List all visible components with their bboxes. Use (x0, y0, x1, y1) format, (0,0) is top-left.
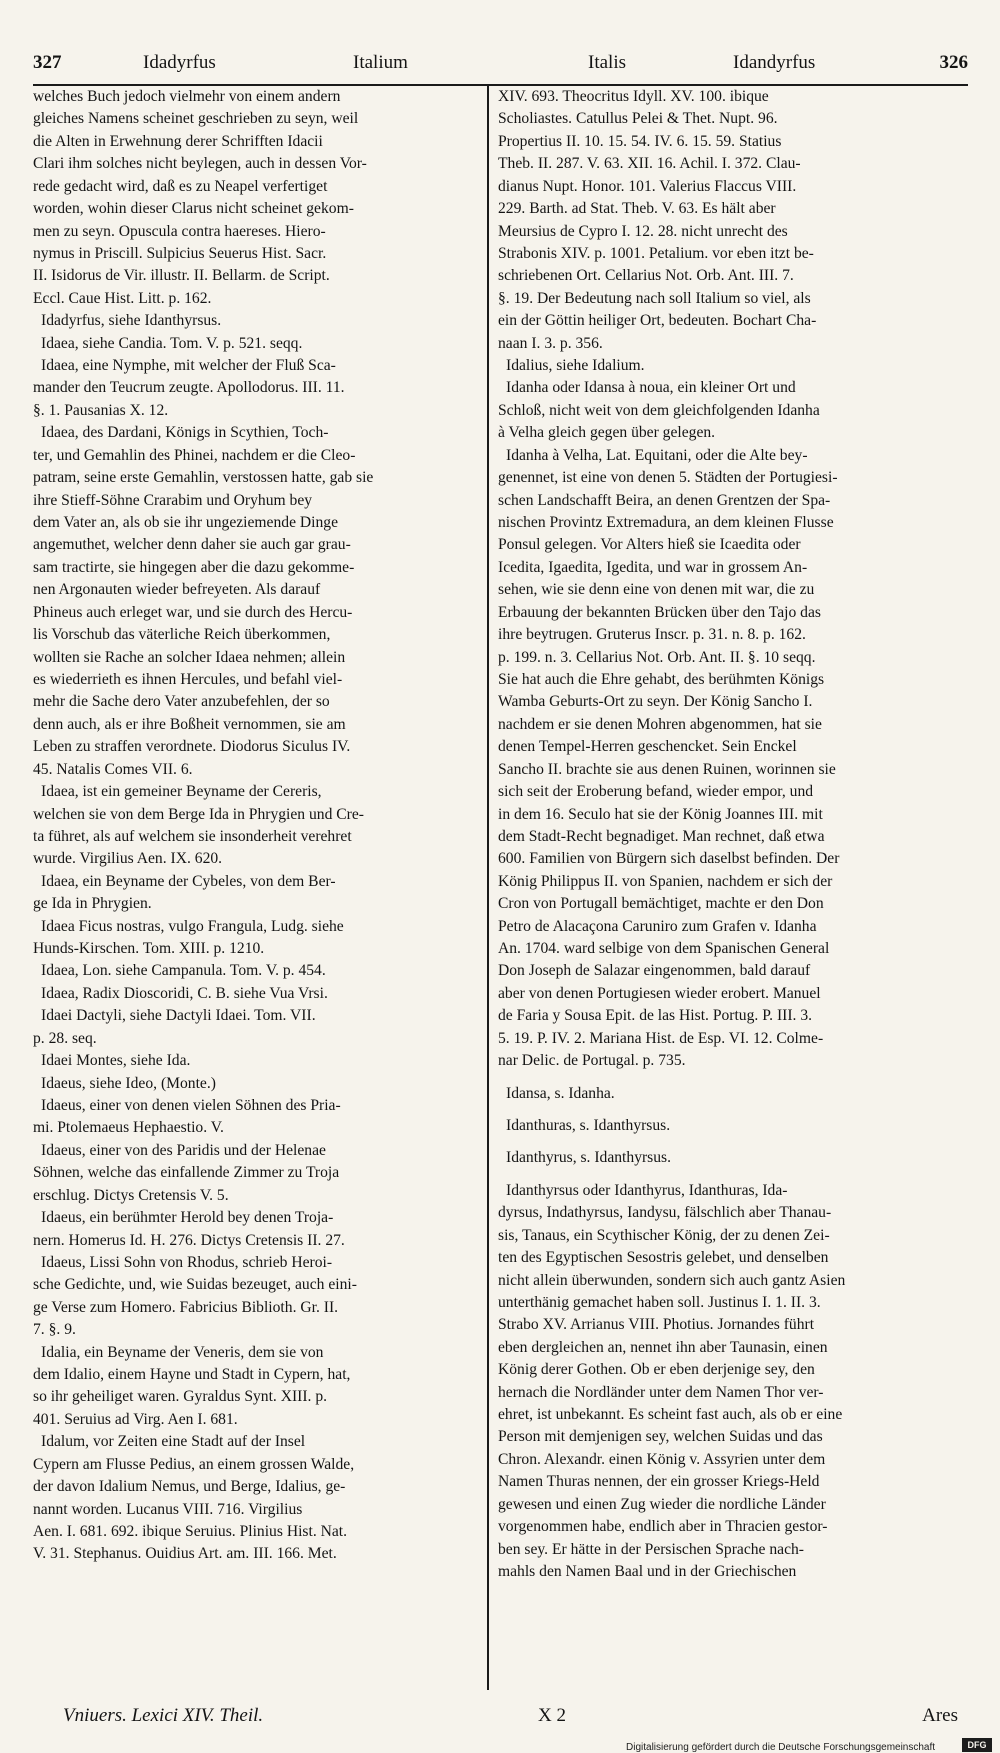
left-column (33, 86, 478, 1566)
text-line: mander den Teucrum zeugte. Apollodorus. III. 11. (33, 379, 345, 397)
column-spacer (498, 1137, 947, 1147)
text-line: dyrsus, Indathyrsus, Iandysu, fälschlich aber Thanau- (498, 1204, 832, 1222)
text-line: Chron. Alexandr. einen König v. Assyrien unter dem (498, 1450, 826, 1468)
text-line: hernach die Nordländer unter dem Namen Thor ver- (498, 1383, 824, 1401)
text-line: welchen sie von dem Berge Ida in Phrygien und Cre- (33, 805, 364, 823)
digitization-credit: Digitalisierung gefördert durch die Deutsche Forschungsgemeinschaft (626, 1742, 936, 1753)
text-line: sehen, wie sie denn eine von denen mit war, die zu (498, 581, 815, 599)
text-line: Idaeus, ein berühmter Herold bey denen Troja- (41, 1209, 334, 1227)
text-line: König derer Gothen. Ob er eben derjenige sey, den (498, 1361, 815, 1379)
text-line: Erbauung der bekannten Brücken über den Tajo das (498, 603, 821, 621)
footer-catchword: Ares (922, 1705, 958, 1726)
text-line: ihre beytrugen. Gruterus Inscr. p. 31. n. 8. p. 162. (498, 626, 806, 644)
text-line: Strabonis XIV. p. 1001. Petalium. vor eben itzt be- (498, 244, 814, 262)
text-line: Idadyrfus, siehe Idanthyrsus. (41, 312, 222, 330)
text-line: der davon Idalium Nemus, und Berge, Idalius, ge- (33, 1478, 346, 1496)
text-line: Idalius, siehe Idalium. (506, 357, 645, 375)
text-line: eben dergleichen an, nennet ihn aber Taunasin, einen (498, 1338, 828, 1356)
text-line: dem Stadt-Recht begnadiget. Man rechnet, daß etwa (498, 827, 825, 845)
text-line: Idaea, ist ein gemeiner Beyname der Cereris, (41, 783, 322, 801)
text-line: Strabo XV. Arrianus VIII. Photius. Jornandes führt (498, 1316, 815, 1334)
column-spacer (498, 1170, 947, 1180)
text-line: Idaeus, einer von denen vielen Söhnen des Pria- (41, 1096, 341, 1114)
text-line: sich seit der Eroberung befand, wieder empor, und (498, 783, 814, 801)
text-line: Theb. II. 287. V. 63. XII. 16. Achil. I. 372. Clau- (498, 155, 801, 173)
text-line: Eccl. Caue Hist. Litt. p. 162. (33, 289, 212, 307)
text-line: Aen. I. 681. 692. ibique Seruius. Plinius Hist. Nat. (33, 1523, 348, 1540)
text-line: dem Idalio, einem Hayne und Stadt in Cypern, hat, (33, 1366, 351, 1384)
text-line: Idanha oder Idansa à noua, ein kleiner Ort und (506, 379, 796, 397)
page-number-right: 326 (939, 52, 968, 73)
text-line: 229. Barth. ad Stat. Theb. V. 63. Es hält aber (498, 200, 776, 218)
text-line: Idaea, ein Beyname der Cybeles, von dem Ber- (41, 872, 336, 890)
text-line: II. Isidorus de Vir. illustr. II. Bellarm. de Script. (33, 267, 330, 285)
column-spacer (498, 1105, 947, 1115)
text-line: Idaea Ficus nostras, vulgo Frangula, Ludg. siehe (41, 917, 344, 935)
text-line: Person mit demjenigen sey, welchen Suidas und das (498, 1428, 823, 1446)
footer-signature: X 2 (538, 1705, 566, 1726)
text-line: dem Vater an, als ob sie ihr ungeziemende Dinge (33, 514, 338, 532)
text-line: Söhnen, welche das einfallende Zimmer zu Troja (33, 1164, 340, 1182)
column-divider (487, 84, 489, 1690)
text-line: worden, wohin dieser Clarus nicht scheinet gekom- (33, 200, 354, 218)
text-line: mi. Ptolemaeus Hephaestio. V. (33, 1119, 224, 1137)
text-line: Phineus auch erleget war, und sie durch des Hercu- (33, 603, 353, 621)
text-line: ein der Göttin heiliger Ort, bedeuten. Bochart Cha- (498, 312, 817, 330)
text-line: dianus Nupt. Honor. 101. Valerius Flaccus VIII. (498, 177, 797, 195)
text-line: Idanthyrus, s. Idanthyrsus. (506, 1149, 672, 1167)
footer-title: Vniuers. Lexici XIV. Theil. (63, 1705, 264, 1726)
header-term-left: Idadyrfus (143, 52, 216, 73)
text-line: Idanthyrsus oder Idanthyrus, Idanthuras, Ida- (506, 1181, 788, 1199)
text-line: unterthänig gemachet haben soll. Justinus I. 1. II. 3. (498, 1293, 821, 1311)
text-line: Idanthuras, s. Idanthyrsus. (506, 1116, 671, 1134)
text-line: ge Ida in Phrygien. (33, 895, 152, 913)
text-line: §. 1. Pausanias X. 12. (33, 401, 169, 419)
text-line: ter, und Gemahlin des Phinei, nachdem er die Cleo- (33, 446, 356, 464)
text-line: 600. Familien von Bürgern sich daselbst befinden. Der (498, 850, 840, 868)
text-line: 5. 19. P. IV. 2. Mariana Hist. de Esp. VI. 12. Colme- (498, 1029, 824, 1047)
column-spacer (498, 1073, 947, 1083)
text-line: König Philippus II. von Spanien, nachdem er sich der (498, 872, 833, 890)
text-line: Leben zu straffen verordnete. Diodorus Siculus IV. (33, 738, 351, 756)
text-line: 7. §. 9. (33, 1321, 76, 1339)
page-footer (33, 1705, 968, 1731)
text-line: ehret, ist unbekannt. Es scheint fast auch, als ob er eine (498, 1406, 843, 1424)
text-line: es wiederrieth es ihnen Hercules, und befahl viel- (33, 670, 343, 688)
text-line: Hunds-Kirschen. Tom. XIII. p. 1210. (33, 940, 265, 958)
text-line: Idaeus, einer von des Paridis und der Helenae (41, 1141, 326, 1159)
text-line: sis, Tanaus, ein Scythischer König, der zu denen Zei- (498, 1226, 830, 1244)
text-line: Idalum, vor Zeiten eine Stadt auf der Insel (41, 1433, 306, 1451)
text-line: Scholiastes. Catullus Pelei & Thet. Nupt. 96. (498, 110, 778, 128)
text-line: mehr die Sache dero Vater anzubefehlen, der so (33, 693, 330, 711)
text-line: à Velha gleich gegen über gelegen. (498, 424, 716, 442)
text-line: p. 199. n. 3. Cellarius Not. Orb. Ant. II. §. 10 seqq. (498, 648, 816, 666)
text-line: Idaeus, siehe Ideo, (Monte.) (41, 1074, 216, 1092)
text-line: genennet, ist eine von denen 5. Städten der Portugiesi- (498, 469, 838, 487)
text-line: angemuthet, welcher denn daher sie auch gar grau- (33, 536, 351, 554)
text-line: nannt worden. Lucanus VIII. 716. Virgilius (33, 1500, 303, 1518)
text-line: Don Joseph de Salazar eingenommen, bald darauf (498, 962, 811, 980)
text-line: erschlug. Dictys Cretensis V. 5. (33, 1186, 229, 1204)
page-header (33, 52, 968, 78)
text-line: Idaea, des Dardani, Königs in Scythien, Toch- (41, 424, 329, 442)
text-line: Idaea, eine Nymphe, mit welcher der Fluß Sca- (41, 357, 336, 375)
text-line: Idaei Dactyli, siehe Dactyli Idaei. Tom. VII. (41, 1007, 316, 1025)
text-line: Clari ihm solches nicht beylegen, auch in dessen Vor- (33, 155, 367, 173)
text-line: Idaea, siehe Candia. Tom. V. p. 521. seqq. (41, 334, 303, 352)
text-line: ben sey. Er hätte in der Persischen Sprache nach- (498, 1540, 804, 1558)
page-number-left: 327 (33, 52, 62, 73)
text-line: Idanha à Velha, Lat. Equitani, oder die Alte bey- (506, 446, 808, 464)
text-line: Idaei Montes, siehe Ida. (41, 1052, 191, 1070)
text-line: gleiches Namens scheinet geschrieben zu seyn, weil (33, 110, 359, 128)
text-line: An. 1704. ward selbige von dem Spanischen General (498, 940, 830, 958)
text-line: nymus in Priscill. Sulpicius Seuerus Hist. Sacr. (33, 244, 327, 262)
text-line: nachdem er sie denen Mohren abgenommen, hat sie (498, 715, 822, 733)
dfg-logo: DFG (962, 1738, 992, 1752)
text-line: aber von denen Portugiesen wieder erobert. Manuel (498, 984, 821, 1002)
text-line: Schloß, nicht weit von dem gleichfolgenden Idanha (498, 401, 820, 419)
text-line: Petro de Alacaçona Caruniro zum Grafen v. Idanha (498, 917, 817, 935)
text-line: nicht allein überwunden, sondern sich auch gantz Asien (498, 1271, 846, 1289)
text-line: mahls den Namen Baal und in der Griechischen (498, 1563, 797, 1580)
text-line: sche Gedichte, und, wie Suidas bezeuget, auch eini- (33, 1276, 357, 1294)
text-line: welches Buch jedoch vielmehr von einem andern (33, 88, 341, 105)
text-line: nischen Provintz Extremadura, an dem kleinen Flusse (498, 514, 834, 532)
text-line: sam tractirte, sie hingegen aber die dazu gekomme- (33, 558, 355, 576)
text-line: so ihr geheiliget waren. Gyraldus Synt. XIII. p. (33, 1388, 328, 1406)
text-line: denen Tempel-Herren geschencket. Sein Enckel (498, 738, 797, 756)
text-line: rede gedacht wird, daß es zu Neapel verfertiget (33, 177, 328, 195)
text-line: 45. Natalis Comes VII. 6. (33, 760, 193, 778)
text-line: vorgenommen habe, endlich aber in Thracien gestor- (498, 1518, 828, 1536)
header-center-left: Italium (353, 52, 408, 73)
text-line: Meursius de Cypro I. 12. 28. nicht unrecht des (498, 222, 788, 240)
text-line: ihre Stieff-Söhne Crarabim und Oryhum bey (33, 491, 313, 509)
text-line: nern. Homerus Id. H. 276. Dictys Cretensis II. 27. (33, 1231, 345, 1249)
text-line: ten des Egyptischen Sesostris gelebet, und denselben (498, 1249, 829, 1267)
text-line: naan I. 3. p. 356. (498, 334, 603, 352)
text-line: Sie hat auch die Ehre gehabt, des berühmten Königs (498, 670, 825, 688)
text-line: Icedita, Igaedita, Igedita, und war in grossem An- (498, 558, 808, 576)
text-line: in dem 16. Seculo hat sie der König Joannes III. mit (498, 805, 823, 823)
text-line: Cron von Portugall bemächtiget, machte er den Don (498, 895, 824, 913)
text-line: nar Delic. de Portugal. p. 735. (498, 1052, 686, 1070)
text-line: Idaea, Radix Dioscoridi, C. B. siehe Vua Vrsi. (41, 984, 328, 1002)
text-line: gewesen und einen Zug wieder die nordliche Länder (498, 1495, 826, 1513)
text-line: XIV. 693. Theocritus Idyll. XV. 100. ibique (498, 88, 769, 105)
text-line: nen Argonauten wieder befreyeten. Als darauf (33, 581, 321, 599)
text-line: die Alten in Erwehnung derer Schrifften Idacii (33, 132, 323, 150)
text-line: patram, seine erste Gemahlin, verstossen hatte, gab sie (33, 469, 374, 487)
text-line: ge Verse zum Homero. Fabricius Biblioth. Gr. II. (33, 1298, 339, 1316)
text-line: wurde. Virgilius Aen. IX. 620. (33, 850, 223, 868)
text-line: Idaeus, Lissi Sohn von Rhodus, schrieb Heroi- (41, 1253, 333, 1271)
text-line: Idansa, s. Idanha. (506, 1084, 615, 1102)
text-line: Idaea, Lon. siehe Campanula. Tom. V. p. 454. (41, 962, 326, 980)
text-line: lis Vorschub das väterliche Reich überkommen, (33, 626, 331, 644)
text-line: ta führet, als auf welchem sie insonderheit verehret (33, 827, 352, 845)
text-line: p. 28. seq. (33, 1029, 97, 1047)
text-line: denn auch, als er ihre Boßheit vernommen, sie am (33, 715, 346, 733)
text-line: schen Landschafft Beira, an denen Grentzen der Spa- (498, 491, 831, 509)
text-line: schriebenen Ort. Cellarius Not. Orb. Ant. III. 7. (498, 267, 794, 285)
text-line: Sancho II. brachte sie aus denen Ruinen, worinnen sie (498, 760, 836, 778)
text-line: Cypern am Flusse Pedius, an einem grossen Walde, (33, 1455, 355, 1473)
text-line: men zu seyn. Opuscula contra haereses. Hiero- (33, 222, 326, 240)
text-line: §. 19. Der Bedeutung nach soll Italium so viel, als (498, 289, 811, 307)
text-line: 401. Seruius ad Virg. Aen I. 681. (33, 1410, 238, 1428)
text-line: Ponsul gelegen. Vor Alters hieß sie Icaedita oder (498, 536, 801, 554)
right-column (498, 86, 947, 1583)
header-center-right: Italis (588, 52, 626, 73)
text-line: Idalia, ein Beyname der Veneris, dem sie von (41, 1343, 324, 1361)
text-line: de Faria y Sousa Epit. de las Hist. Portug. P. III. 3. (498, 1007, 813, 1025)
text-line: Wamba Geburts-Ort zu seyn. Der König Sancho I. (498, 693, 813, 711)
text-line: V. 31. Stephanus. Ouidius Art. am. III. 166. Met. (33, 1545, 337, 1563)
text-line: Propertius II. 10. 15. 54. IV. 6. 15. 59. Statius (498, 132, 782, 150)
text-line: Namen Thuras nennen, der ein grosser Kriegs-Held (498, 1473, 820, 1491)
header-term-right: Idandyrfus (733, 52, 816, 73)
text-line: wollten sie Rache an solcher Idaea nehmen; allein (33, 648, 346, 666)
